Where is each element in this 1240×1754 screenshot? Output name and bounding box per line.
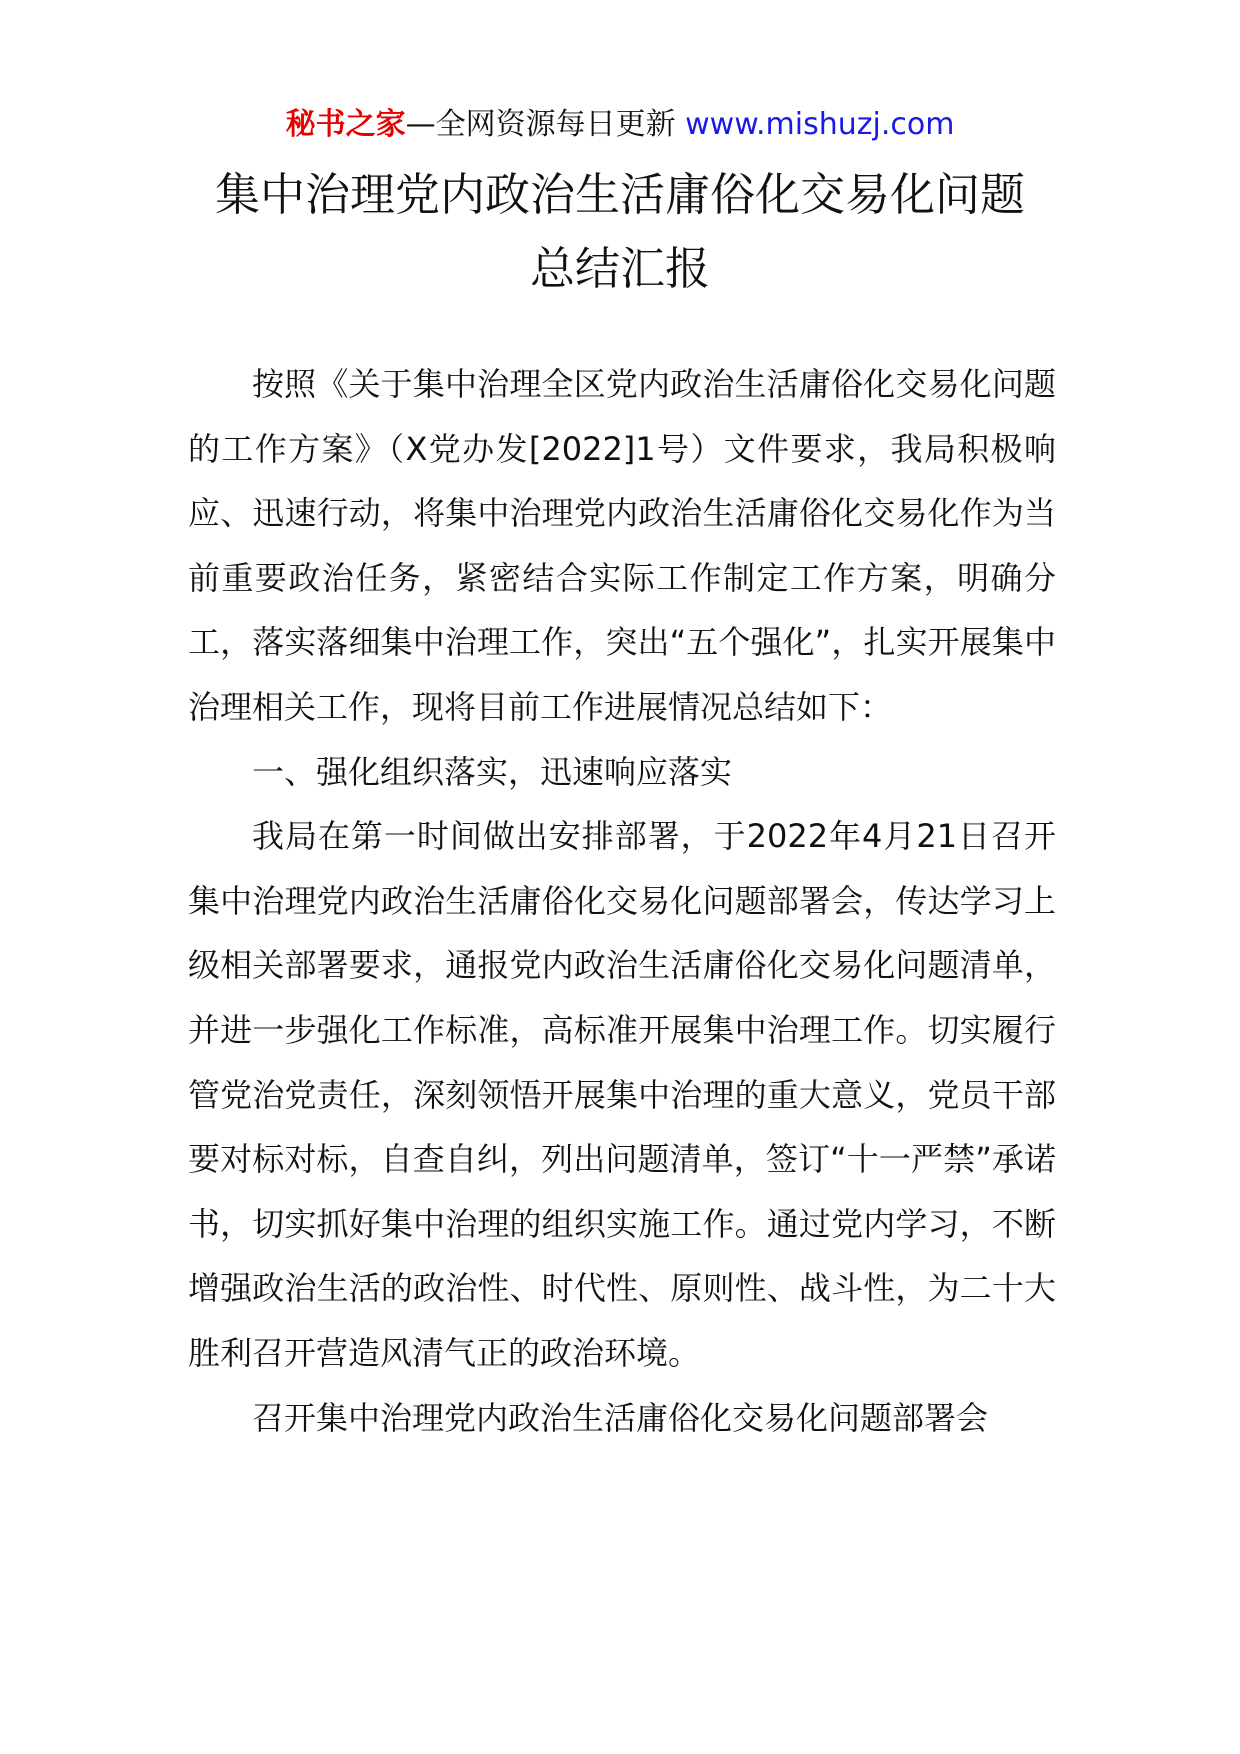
document-title [0, 158, 1240, 306]
brand-name: 秘书之家 [285, 107, 406, 142]
section-heading: 一、强化组织落实，迅速响应落实 [252, 752, 733, 791]
document-body [188, 352, 1056, 1450]
title-line-1: 集中治理党内政治生活庸俗化交易化问题 [214, 168, 1025, 221]
title-line-2: 总结汇报 [529, 242, 710, 295]
site-banner [0, 100, 1240, 150]
body-paragraph: 召开集中治理党内政治生活庸俗化交易化问题部署会 [252, 1398, 989, 1437]
banner-slogan: —全网资源每日更新 [405, 107, 686, 142]
banner-url-link[interactable]: www.mishuzj.com [685, 107, 955, 142]
intro-paragraph: 按照《关于集中治理全区党内政治生活庸俗化交易化问题的工作方案》（X党办发[2022]1号）文件要求，我局积极响应、迅速行动，将集中治理党内政治生活庸俗化交易化作为当前重要政治任务，紧密结合实际工作制定工作方案，明确分工，落实落细集中治理工作，突出“五个强化”，扎实开展集中治理相关工作，现将目前工作进展情况总结如下： [188, 365, 1056, 726]
body-paragraph: 我局在第一时间做出安排部署，于2022年4月21日召开集中治理党内政治生活庸俗化交易化问题部署会，传达学习上级相关部署要求，通报党内政治生活庸俗化交易化问题清单，并进一步强化工作标准，高标准开展集中治理工作。切实履行管党治党责任，深刻领悟开展集中治理的重大意义，党员干部要对标对标，自查自纠，列出问题清单，签订“十一严禁”承诺书，切实抓好集中治理的组织实施工作。通过党内学习，不断增强政治生活的政治性、时代性、原则性、战斗性，为二十大胜利召开营造风清气正的政治环境。 [188, 817, 1056, 1372]
